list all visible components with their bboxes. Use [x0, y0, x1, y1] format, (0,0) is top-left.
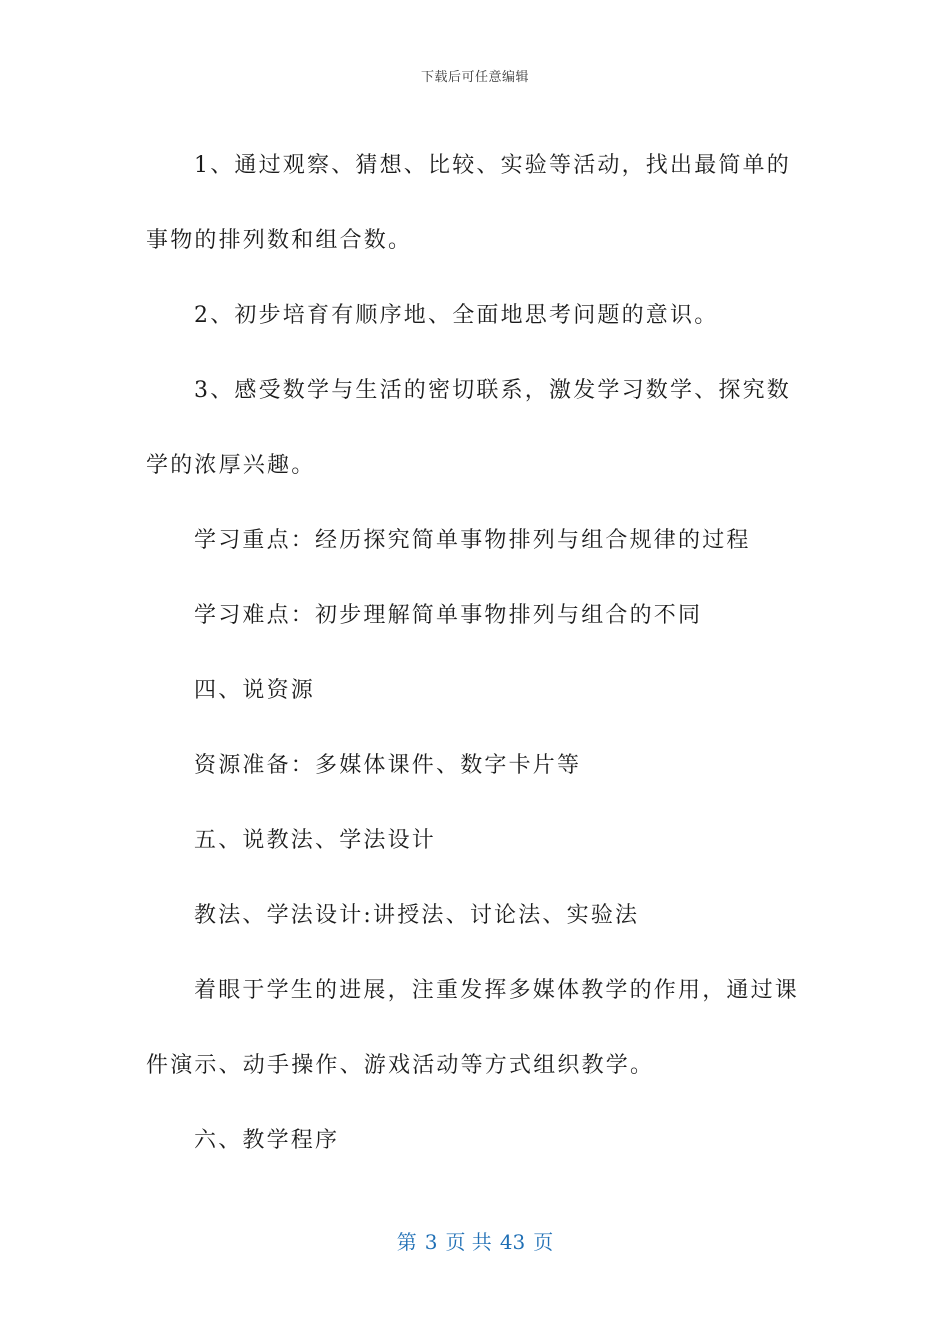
paragraph-methods: 教法、学法设计:讲授法、讨论法、实验法: [194, 903, 640, 928]
paragraph-key-point: 学习重点：经历探究简单事物排列与组合规律的过程: [194, 528, 751, 553]
paragraph-objective-3: 3、感受数学与生活的密切联系，激发学习数学、探究数学的浓厚兴趣。: [146, 378, 791, 478]
footer-total-pages: 43: [499, 1230, 526, 1254]
page-number-footer: [0, 1226, 950, 1255]
footer-middle: 页 共: [445, 1230, 492, 1254]
section-heading-procedure: 六、教学程序: [194, 1128, 340, 1153]
paragraph-objective-2: 2、初步培育有顺序地、全面地思考问题的意识。: [194, 303, 719, 328]
footer-suffix: 页: [533, 1230, 554, 1254]
footer-page-number: 3: [424, 1230, 438, 1254]
header-note: 下载后可任意编辑: [420, 70, 529, 85]
paragraph-difficulty: 学习难点：初步理解简单事物排列与组合的不同: [194, 603, 703, 628]
document-body: [146, 128, 806, 1178]
section-heading-resources: 四、说资源: [194, 678, 316, 703]
section-heading-methods: 五、说教法、学法设计: [194, 828, 437, 853]
paragraph-objective-1: 1、通过观察、猜想、比较、实验等活动，找出最简单的事物的排列数和组合数。: [146, 153, 791, 253]
paragraph-focus: 着眼于学生的进展，注重发挥多媒体教学的作用，通过课件演示、动手操作、游戏活动等方式组织教学。: [146, 978, 800, 1078]
paragraph-resources: 资源准备：多媒体课件、数字卡片等: [194, 753, 582, 778]
footer-prefix: 第: [396, 1230, 417, 1254]
